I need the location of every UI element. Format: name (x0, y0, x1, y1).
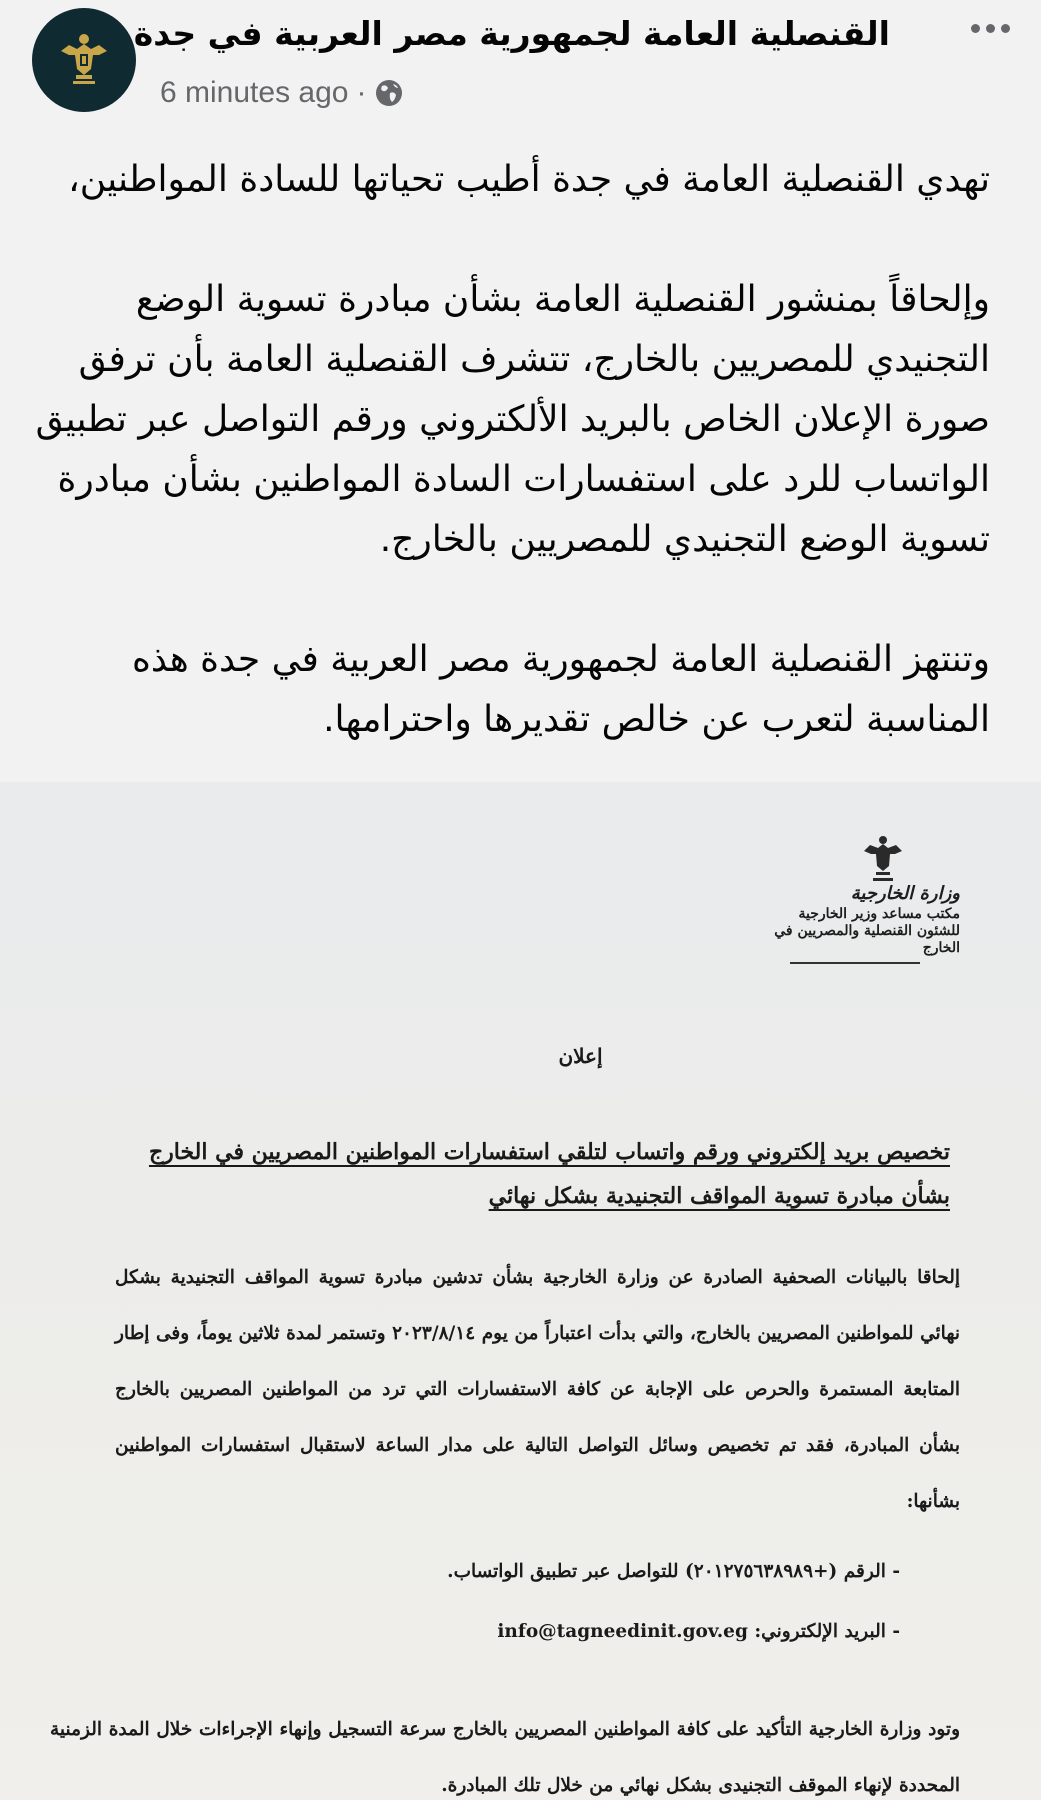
post-timestamp[interactable]: 6 minutes ago (160, 76, 349, 109)
post-paragraph: تهدي القنصلية العامة في جدة أطيب تحياتها للسادة المواطنين، (68, 159, 990, 200)
ministry-letterhead (760, 882, 960, 957)
more-options-button[interactable] (960, 14, 1020, 42)
globe-icon[interactable] (374, 78, 404, 108)
eagle-emblem-icon (858, 832, 908, 888)
post-paragraph: وتنتهز القنصلية العامة لجمهورية مصر العربية في جدة هذه المناسبة لتعرب عن خالص تقديرها واحترامها. (131, 639, 990, 740)
post-meta (160, 76, 404, 110)
document-body: إلحاقا بالبيانات الصحفية الصادرة عن وزارة الخارجية بشأن تدشين مبادرة تسوية المواقف التجنيدية بشكل نهائي للمواطنين المصريين بالخارج، والتي بدأت اعتباراً من يوم ٢٠٢٣/٨/١٤ وتستمر لمدة ثلاثين يوماً، وفى إطار المتابعة المستمرة والحرص على الإجابة عن كافة الاستفسارات التي ترد من المواطنين المصريين بالخارج بشأن المبادرة، فقد تم تخصيص وسائل التواصل التالية على مدار الساعة لاستقبال استفسارات المواطنين بشأنها: (115, 1267, 960, 1512)
ministry-office-line: مكتب مساعد وزير الخارجية (798, 906, 960, 922)
more-dot (1001, 24, 1010, 33)
attached-document-image[interactable] (0, 782, 1041, 1800)
document-announcement-title: إعلان (558, 1044, 603, 1068)
post-text (30, 150, 1010, 750)
page-name[interactable]: القنصلية العامة لجمهورية مصر العربية في جدة (133, 14, 890, 53)
contact-phone: - الرقم (+٢٠١٢٧٥٦٣٨٩٨٩) للتواصل عبر تطبيق الواتساب. (200, 1542, 900, 1602)
meta-separator: · (356, 76, 367, 109)
eagle-emblem-icon (49, 25, 119, 95)
contact-email: - البريد الإلكتروني: info@tagneedinit.gov.eg (200, 1602, 900, 1662)
contact-list (200, 1542, 900, 1662)
ministry-title: وزارة الخارجية (850, 883, 960, 904)
ministry-office-line: للشئون القنصلية والمصريين في الخارج (774, 923, 960, 956)
more-dot (971, 24, 980, 33)
post-paragraph: وإلحاقاً بمنشور القنصلية العامة بشأن مبادرة تسوية الوضع التجنيدي للمصريين بالخارج، تتشرف القنصلية العامة بأن ترفق صورة الإعلان الخاص بالبريد الألكتروني ورقم التواصل عبر تطبيق الواتساب للرد على استفسارات السادة المواطنين بشأن مبادرة تسوية الوضع التجنيدي للمصريين بالخارج. (35, 279, 990, 560)
document-closing: وتود وزارة الخارجية التأكيد على كافة المواطنين المصريين بالخارج سرعة التسجيل وإنهاء الإجراءات خلال المدة الزمنية المحددة لإنهاء الموقف التجنيدى بشكل نهائي من خلال تلك المبادرة. (50, 1719, 960, 1796)
post-header (0, 0, 1041, 140)
letterhead-divider (790, 962, 920, 964)
page-avatar[interactable] (32, 8, 136, 112)
document-headline: تخصيص بريد إلكتروني ورقم واتساب لتلقي استفسارات المواطنين المصريين في الخارج بشأن مبادرة تسوية المواقف التجنيدية بشكل نهائي (148, 1139, 950, 1209)
more-dot (986, 24, 995, 33)
